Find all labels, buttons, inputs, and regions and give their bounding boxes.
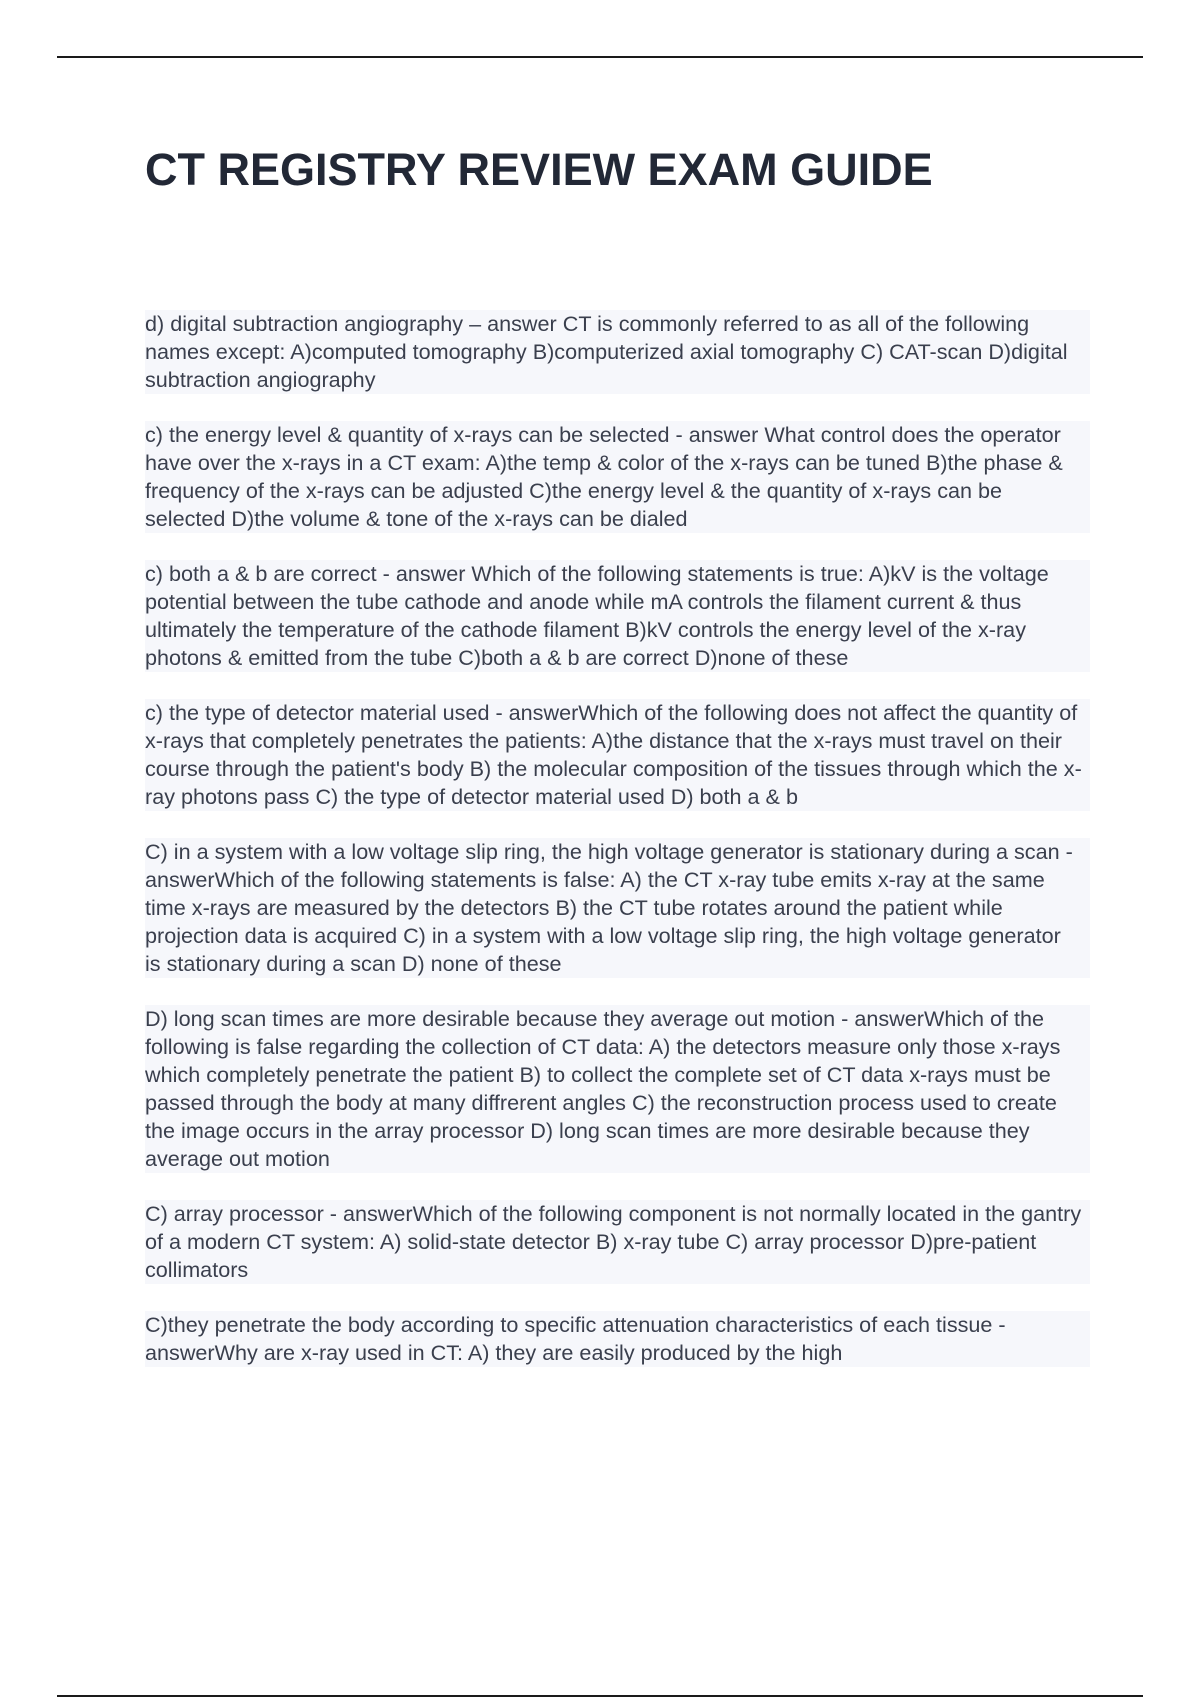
qa-item-6: D) long scan times are more desirable because they average out motion - answerWhich of the following is false regarding the collection of CT data: A) the detectors measure only those x-rays which completely penetrate the patient B) to collect the complete set of CT data x-rays must be passed through the body at many diffrerent angles C) the reconstruction process used to create the image occurs in the array processor D) long scan times are more desirable because they average out motion: [145, 1005, 1090, 1173]
qa-item-4: c) the type of detector material used - answerWhich of the following does not affect the quantity of x-rays that completely penetrates the patients: A)the distance that the x-rays must travel on their course through the patient's body B) the molecular composition of the tissues through which the x-ray photons pass C) the type of detector material used D) both a & b: [145, 699, 1090, 811]
document-title: CT REGISTRY REVIEW EXAM GUIDE: [145, 144, 933, 195]
qa-item-1: d) digital subtraction angiography – answer CT is commonly referred to as all of the following names except: A)computed tomography B)computerized axial tomography C) CAT-scan D)digital subtraction angiography: [145, 310, 1090, 394]
footer-rule: [57, 1695, 1143, 1697]
qa-item-3: c) both a & b are correct - answer Which of the following statements is true: A)kV is the voltage potential between the tube cathode and anode while mA controls the filament current & thus ultimately the temperature of the cathode filament B)kV controls the energy level of the x-ray photons & emitted from the tube C)both a & b are correct D)none of these: [145, 560, 1090, 672]
qa-item-8: C)they penetrate the body according to specific attenuation characteristics of each tissue - answerWhy are x-ray used in CT: A) they are easily produced by the high: [145, 1311, 1090, 1367]
qa-item-7: C) array processor - answerWhich of the following component is not normally located in the gantry of a modern CT system: A) solid-state detector B) x-ray tube C) array processor D)pre-patient collimators: [145, 1200, 1090, 1284]
qa-list: [145, 310, 1090, 1394]
qa-item-5: C) in a system with a low voltage slip ring, the high voltage generator is stationary during a scan - answerWhich of the following statements is false: A) the CT x-ray tube emits x-ray at the same time x-rays are measured by the detectors B) the CT tube rotates around the patient while projection data is acquired C) in a system with a low voltage slip ring, the high voltage generator is stationary during a scan D) none of these: [145, 838, 1090, 978]
qa-item-2: c) the energy level & quantity of x-rays can be selected - answer What control does the operator have over the x-rays in a CT exam: A)the temp & color of the x-rays can be tuned B)the phase & frequency of the x-rays can be adjusted C)the energy level & the quantity of x-rays can be selected D)the volume & tone of the x-rays can be dialed: [145, 421, 1090, 533]
header-rule: [57, 56, 1143, 58]
